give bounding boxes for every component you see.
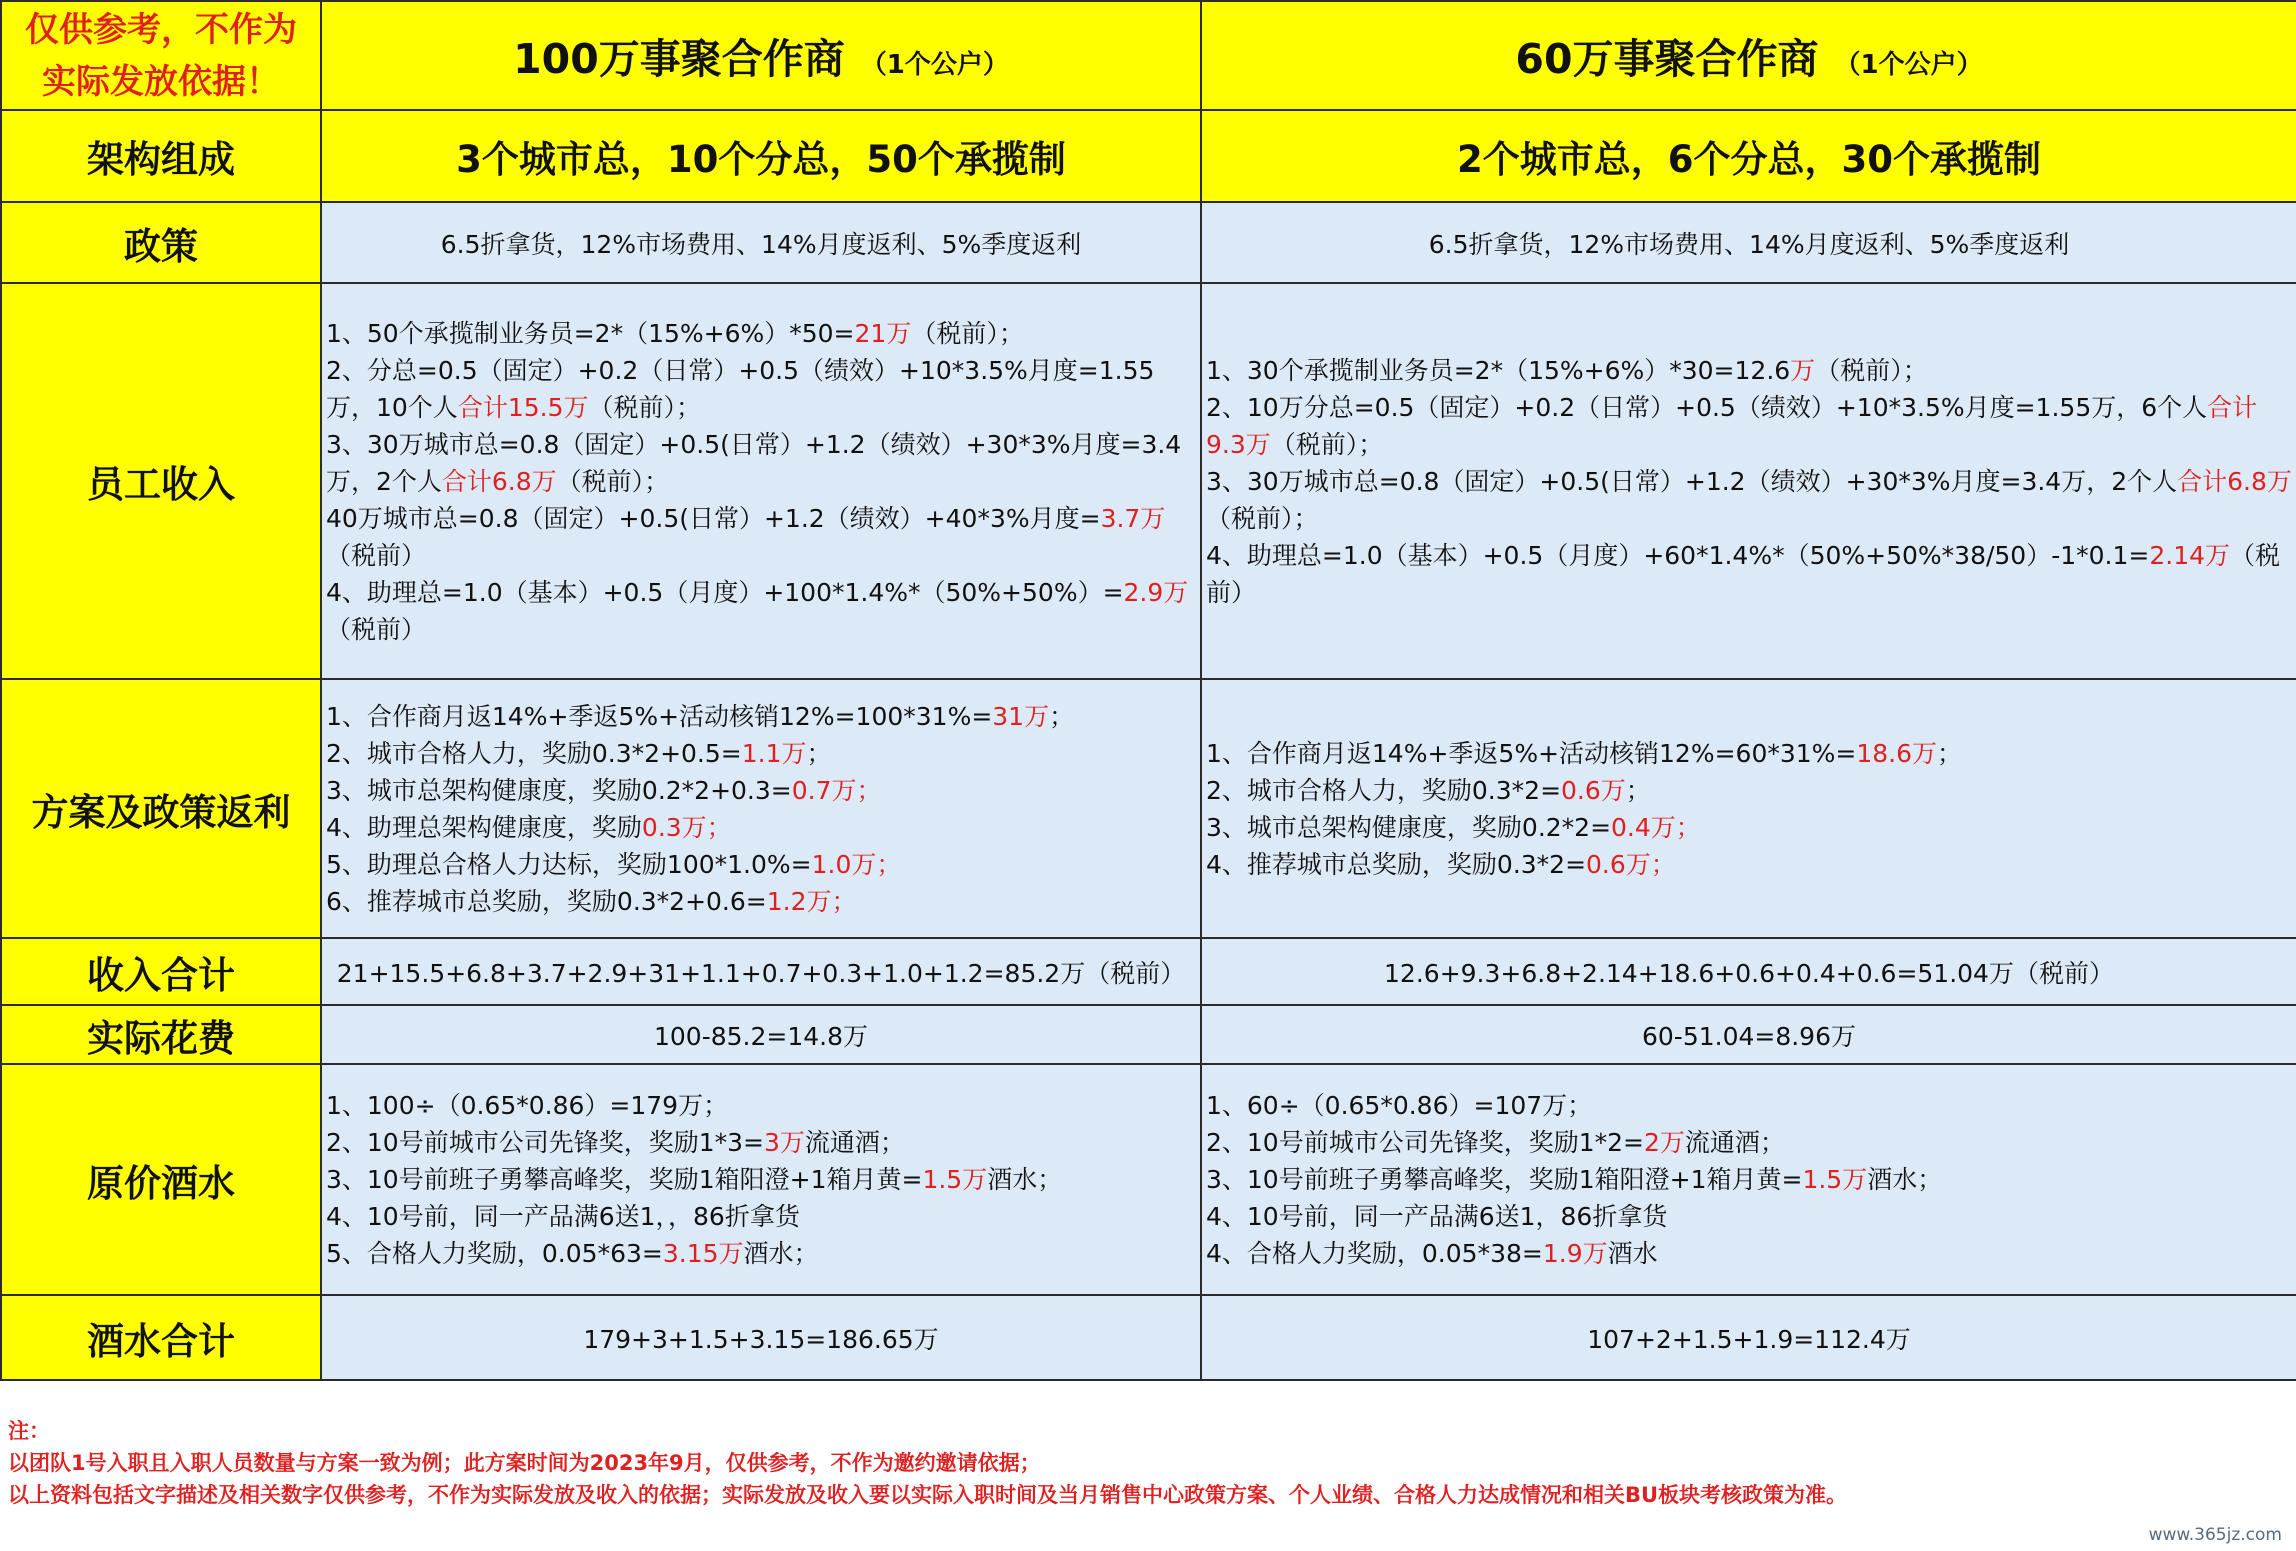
highlight-value: 2万 [1643,1128,1685,1157]
highlight-value: 2.14万 [2149,540,2231,570]
structure-col2: 2个城市总，6个分总，30个承揽制 [1201,110,2296,202]
line-text: （税前）； [911,318,1024,348]
list-line [326,1087,1196,1124]
list-line [326,426,1196,500]
highlight-value: 合计9.3万 [1206,392,2258,459]
line-text: ； [806,738,832,768]
wine-label: 原价酒水 [1,1064,321,1295]
highlight-value: 1.5万 [1802,1165,1868,1194]
col2-title: 60万事聚合作商 [1515,35,1819,83]
list-line [1206,1161,2292,1198]
list-line [1206,389,2292,463]
line-text: 2、10号前城市公司先锋奖，奖励1*2= [1206,1128,1644,1157]
line-text: 3、30万城市总=0.8（固定）+0.5(日常）+1.2（绩效）+30*3%月度=3.4万，2个人 [1206,466,2178,496]
rebate-label: 方案及政策返利 [1,679,321,938]
list-line [1206,735,2292,772]
actual-cost-label: 实际花费 [1,1005,321,1064]
highlight-value: 31万 [992,701,1050,731]
highlight-value: 3.7万 [1100,503,1166,533]
line-text: （税前）； [1815,355,1928,385]
list-line [1206,463,2292,537]
line-text: 1、60÷（0.65*0.86）=107万； [1206,1091,1593,1120]
list-line [326,500,1196,574]
list-line [1206,1235,2292,1272]
line-text: 4、助理总=1.0（基本）+0.5（月度）+100*1.4%*（50%+50%）= [326,577,1124,607]
highlight-value: 1.0万； [811,849,902,879]
line-text: ； [1049,701,1075,731]
line-text: 4、10号前，同一产品满6送1，86折拿货 [1206,1202,1668,1231]
wine-total-col1: 179+3+1.5+3.15=186.65万 [321,1295,1201,1380]
structure-row [1,110,2296,202]
line-text: 2、城市合格人力，奖励0.3*2+0.5= [326,738,742,768]
highlight-value: 1.5万 [922,1165,988,1194]
line-text: 3、10号前班子勇攀高峰奖，奖励1箱阳澄+1箱月黄= [326,1165,923,1194]
line-text: 4、助理总架构健康度，奖励 [326,812,642,842]
structure-col1: 3个城市总，10个分总，50个承揽制 [321,110,1201,202]
line-text: 5、合格人力奖励，0.05*63= [326,1239,663,1268]
highlight-value: 0.6万 [1561,775,1626,805]
footnote-line-2: 以上资料包括文字描述及相关数字仅供参考，不作为实际发放及收入的依据；实际发放及收入要以实际入职时间及当月销售中心政策方案、个人业绩、合格人力达成情况和相关BU板块考核政策为准。 [8,1483,1848,1507]
line-text: 4、合格人力奖励，0.05*38= [1206,1239,1543,1268]
actual-cost-col1: 100-85.2=14.8万 [321,1005,1201,1064]
disclaimer-line-2: 实际发放依据！ [42,61,280,102]
line-text: 40万城市总=0.8（固定）+0.5(日常）+1.2（绩效）+40*3%月度= [326,503,1101,533]
line-text: （税前）； [1206,503,1319,533]
line-text: 5、助理总合格人力达标，奖励100*1.0%= [326,849,812,879]
list-line [1206,1124,2292,1161]
highlight-value: 0.6万； [1586,849,1676,879]
line-text: （税前）； [556,466,670,496]
line-text: 流通酒； [1684,1128,1785,1157]
wine-row [1,1064,2296,1295]
line-text: 1、50个承揽制业务员=2*（15%+6%）*50= [326,318,855,348]
rebate-row [1,679,2296,938]
line-text: 1、100÷（0.65*0.86）=179万； [326,1091,729,1120]
line-text: 2、分总=0.5（固定）+0.2（日常）+0.5（绩效）+10*3.5%月度=1.55万，10个人 [326,355,1155,422]
line-text: （税前）； [588,392,701,422]
highlight-value: 1.2万； [766,886,857,916]
list-line [1206,846,2292,883]
line-text: 流通酒； [804,1128,905,1157]
highlight-value: 0.7万； [791,775,882,805]
highlight-value: 18.6万 [1856,738,1938,768]
line-text: 2、10号前城市公司先锋奖，奖励1*3= [326,1128,764,1157]
list-line [1206,1198,2292,1235]
total-income-row [1,938,2296,1005]
footnote-line-1: 以团队1号入职且入职人员数量与方案一致为例；此方案时间为2023年9月，仅供参考，不作为邀约邀请依据； [8,1451,1041,1475]
income-col1 [321,283,1201,679]
highlight-value: 1.9万 [1542,1239,1608,1268]
rebate-col1 [321,679,1201,938]
list-line [326,772,1196,809]
list-line [326,574,1196,648]
wine-total-col2: 107+2+1.5+1.9=112.4万 [1201,1295,2296,1380]
line-text: 酒水； [1867,1165,1943,1194]
line-text: 4、10号前，同一产品满6送1，，86折拿货 [326,1202,800,1231]
highlight-value: 合计6.8万 [441,466,557,496]
list-line [1206,1087,2292,1124]
col2-subtitle: （1个公户） [1834,50,1983,80]
highlight-value: 2.9万 [1123,577,1189,607]
highlight-value: 21万 [854,318,912,348]
list-line [1206,809,2292,846]
list-line [326,1161,1196,1198]
disclaimer-cell [1,1,321,110]
income-label: 员工收入 [1,283,321,679]
policy-col1: 6.5折拿货，12%市场费用、14%月度返利、5%季度返利 [321,202,1201,283]
list-line [326,1198,1196,1235]
policy-row [1,202,2296,283]
actual-cost-col2: 60-51.04=8.96万 [1201,1005,2296,1064]
line-text: （税前） [1206,540,2281,607]
line-text: 2、10万分总=0.5（固定）+0.2（日常）+0.5（绩效）+10*3.5%月度=1.55万，6个人 [1206,392,2208,422]
highlight-value: 1.1万 [741,738,807,768]
highlight-value: 万 [1790,355,1816,385]
total-income-col1: 21+15.5+6.8+3.7+2.9+31+1.1+0.7+0.3+1.0+1.2=85.2万（税前） [321,938,1201,1005]
highlight-value: 合计15.5万 [457,392,589,422]
watermark: www.365jz.com [2148,1525,2282,1545]
disclaimer-line-1: 仅供参考，不作为 [25,9,297,50]
list-line [326,846,1196,883]
income-row [1,283,2296,679]
header-row [1,1,2296,110]
policy-label: 政策 [1,202,321,283]
line-text: 1、合作商月返14%+季返5%+活动核销12%=100*31%= [326,701,993,731]
line-text: 酒水 [1607,1239,1658,1268]
line-text: 1、30个承揽制业务员=2*（15%+6%）*30=12.6 [1206,355,1791,385]
list-line [326,315,1196,352]
rebate-col2 [1201,679,2296,938]
line-text: 1、合作商月返14%+季返5%+活动核销12%=60*31%= [1206,738,1857,768]
income-col2 [1201,283,2296,679]
line-text: 3、30万城市总=0.8（固定）+0.5(日常）+1.2（绩效）+30*3%月度=3.4万，2个人 [326,429,1182,496]
wine-col1 [321,1064,1201,1295]
list-line [326,1124,1196,1161]
list-line [1206,772,2292,809]
footnote-title: 注： [8,1419,50,1443]
line-text: 6、推荐城市总奖励，奖励0.3*2+0.6= [326,886,767,916]
wine-col2 [1201,1064,2296,1295]
list-line [326,809,1196,846]
policy-col2: 6.5折拿货，12%市场费用、14%月度返利、5%季度返利 [1201,202,2296,283]
line-text: 3、城市总架构健康度，奖励0.2*2+0.3= [326,775,792,805]
highlight-value: 3万 [763,1128,805,1157]
list-line [326,883,1196,920]
line-text: 2、城市合格人力，奖励0.3*2= [1206,775,1562,805]
line-text: 酒水； [743,1239,819,1268]
line-text: （税前）； [1270,429,1384,459]
col1-title: 100万事聚合作商 [513,35,845,83]
list-line [326,698,1196,735]
highlight-value: 0.3万； [641,812,732,842]
list-line [326,735,1196,772]
structure-label: 架构组成 [1,110,321,202]
line-text: 3、10号前班子勇攀高峰奖，奖励1箱阳澄+1箱月黄= [1206,1165,1803,1194]
col1-subtitle: （1个公户） [860,50,1009,80]
line-text: （税前） [326,614,427,644]
wine-total-label: 酒水合计 [1,1295,321,1380]
list-line [326,352,1196,426]
wine-total-row [1,1295,2296,1380]
list-line [1206,537,2292,611]
list-line [1206,352,2292,389]
line-text: 3、城市总架构健康度，奖励0.2*2= [1206,812,1612,842]
list-line [326,1235,1196,1272]
line-text: ； [1937,738,1963,768]
line-text: 酒水； [987,1165,1063,1194]
line-text: 4、推荐城市总奖励，奖励0.3*2= [1206,849,1587,879]
col1-header [321,1,1201,110]
highlight-value: 合计6.8万 [2177,466,2292,496]
line-text: ； [1625,775,1651,805]
footnotes [8,1415,1847,1511]
total-income-col2: 12.6+9.3+6.8+2.14+18.6+0.6+0.4+0.6=51.04万（税前） [1201,938,2296,1005]
actual-cost-row [1,1005,2296,1064]
total-income-label: 收入合计 [1,938,321,1005]
line-text: 4、助理总=1.0（基本）+0.5（月度）+60*1.4%*（50%+50%*38/50）-1*0.1= [1206,540,2150,570]
highlight-value: 0.4万； [1611,812,1701,842]
line-text: （税前） [326,540,427,570]
col2-header [1201,1,2296,110]
highlight-value: 3.15万 [662,1239,744,1268]
